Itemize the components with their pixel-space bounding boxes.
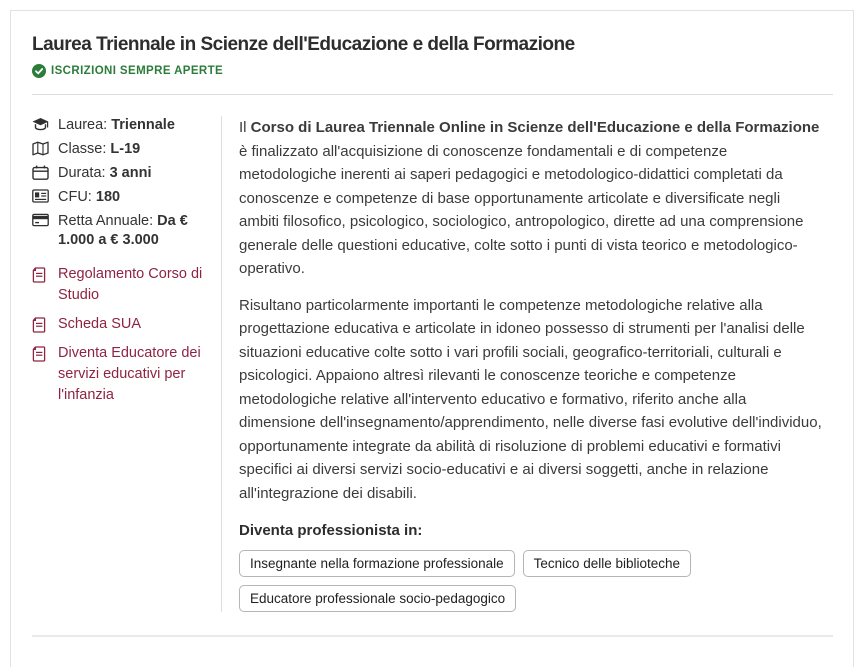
course-name-bold: Corso di Laurea Triennale Online in Scienze dell'Educazione e della Formazione <box>250 119 820 136</box>
link-scheda-sua[interactable] <box>32 314 209 335</box>
fact-cfu <box>32 188 209 207</box>
document-icon <box>32 343 49 406</box>
link-regolamento-corso-di-studio[interactable] <box>32 264 209 306</box>
course-card <box>10 10 854 667</box>
profession-chip[interactable]: Educatore professionale socio-pedagogico <box>239 585 516 612</box>
content-row <box>32 116 833 612</box>
professions-list <box>239 550 823 612</box>
document-icon <box>32 264 49 306</box>
link-label: Scheda SUA <box>58 316 142 332</box>
fact-tuition <box>32 212 209 250</box>
link-diventa-educatore[interactable] <box>32 343 209 406</box>
intro-paragraph: Il Corso di Laurea Triennale Online in Scienze dell'Educazione e della Formazione è finalizzato all'acquisizione di conoscenze fondamentali e di competenze metodologiche inerenti ai saperi pedagogici e metodologico-didattici completati da conoscenze e competenze di base opportunamente articolate e diversificate negli ambiti filosofico, psicologico, sociologico, antropologico, dirette ad una comprensione generale delle questioni educative, colte sotto i punti di vista teorico e metodologico-operativo. <box>239 119 820 277</box>
fact-class <box>32 140 209 159</box>
fact-degree <box>32 116 209 135</box>
profession-chip[interactable]: Tecnico delle biblioteche <box>523 550 691 577</box>
credit-card-icon <box>32 212 49 250</box>
page-title: Laurea Triennale in Scienze dell'Educazione e della Formazione <box>32 34 575 55</box>
id-card-icon <box>32 188 49 207</box>
course-facts-sidebar <box>32 116 222 612</box>
graduation-cap-icon <box>32 116 49 135</box>
status-badge-label: ISCRIZIONI SEMPRE APERTE <box>51 65 224 77</box>
status-badge <box>32 64 833 78</box>
fact-text: Classe: L-19 <box>58 141 141 157</box>
link-label: Regolamento Corso di Studio <box>58 266 203 303</box>
map-book-icon <box>32 140 49 159</box>
section-divider <box>32 635 833 637</box>
course-links <box>32 264 209 406</box>
fact-text: CFU: 180 <box>58 189 121 205</box>
header-divider <box>32 94 833 95</box>
course-description <box>222 116 833 612</box>
document-icon <box>32 314 49 335</box>
calendar-icon <box>32 164 49 183</box>
professions-heading: Diventa professionista in: <box>239 522 423 539</box>
fact-duration <box>32 164 209 183</box>
fact-text: Durata: 3 anni <box>58 165 152 181</box>
details-paragraph: Risultano particolarmente importanti le competenze metodologiche relative alla progettazione educativa e articolate in idoneo possesso di strumenti per l'analisi delle situazioni educative colte sotto i vari profili sociali, geografico-territoriali, culturali e psicologici. Appaiono altresì rilevanti le conoscenze teoriche e competenze metodologiche relative all'intervento educativo e formativo, riferito anche alla dimensione dell'insegnamento/apprendimento, nelle diverse fasi evolutive dell'individuo, opportunamente integrate da abilità di risoluzione di problemi educativi e formativi specifici ai diversi servizi socio-educativi e ai diversi soggetti, anche in relazione all'integrazione dei disabili. <box>239 296 822 502</box>
fact-text: Retta Annuale: Da € 1.000 a € 3.000 <box>58 213 188 248</box>
check-circle-icon <box>32 64 46 78</box>
fact-text: Laurea: Triennale <box>58 117 175 133</box>
link-label: Diventa Educatore dei servizi educativi per l'infanzia <box>58 345 201 403</box>
profession-chip[interactable]: Insegnante nella formazione professionale <box>239 550 515 577</box>
